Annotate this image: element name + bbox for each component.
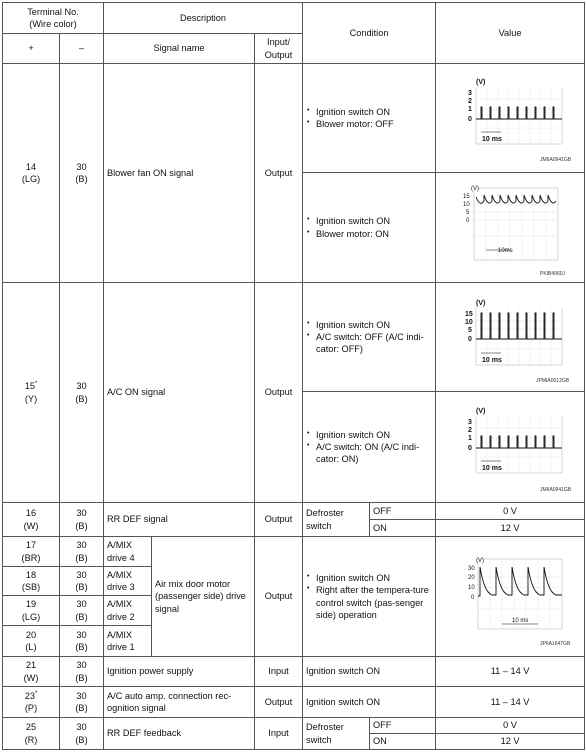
- io-16: Output: [255, 503, 303, 537]
- io-amix: Output: [255, 537, 303, 657]
- signal-23: A/C auto amp. connection rec-ognition signal: [104, 687, 255, 718]
- signal-25: RR DEF feedback: [104, 718, 255, 750]
- svg-text:(V): (V): [476, 300, 486, 307]
- io-25: Input: [255, 718, 303, 750]
- value-off-25: 0 V: [436, 718, 585, 734]
- value-header: Value: [436, 3, 585, 64]
- svg-text:3: 3: [468, 419, 472, 426]
- waveform-chart: [436, 537, 585, 656]
- condition-15b: • Ignition switch ON • A/C switch: ON (A/C indi-cator: ON): [303, 392, 436, 503]
- plus-header: +: [3, 34, 60, 64]
- svg-text:5: 5: [468, 327, 472, 334]
- svg-text:JPIIA1647GB: JPIIA1647GB: [540, 641, 571, 647]
- drive-17: A/MIX drive 4: [104, 537, 152, 567]
- svg-text:PKIB4960J: PKIB4960J: [540, 271, 566, 277]
- terminal-no-header: [3, 3, 104, 34]
- waveform-14b: [436, 173, 585, 283]
- ground-14: 30 (B): [60, 64, 104, 283]
- terminal-17: 17 (BR): [3, 537, 60, 567]
- svg-text:(V): (V): [476, 408, 486, 415]
- terminal-23: 23* (P): [3, 687, 60, 718]
- svg-text:10: 10: [468, 585, 475, 591]
- svg-text:0: 0: [471, 595, 475, 601]
- svg-text:(V): (V): [471, 186, 480, 192]
- condition-23: Ignition switch ON: [303, 687, 436, 718]
- condition-25: Defroster switch: [303, 718, 370, 750]
- signal-16: RR DEF signal: [104, 503, 255, 537]
- drive-20: A/MIX drive 1: [104, 625, 152, 656]
- svg-text:(V): (V): [476, 79, 486, 86]
- svg-text:0: 0: [468, 336, 472, 343]
- signal-14: Blower fan ON signal: [104, 64, 255, 283]
- ground-16: 30 (B): [60, 503, 104, 537]
- svg-text:10 ms: 10 ms: [482, 465, 502, 472]
- svg-text:10ms: 10ms: [498, 248, 513, 254]
- svg-text:JMIIA0941GB: JMIIA0941GB: [540, 487, 572, 493]
- svg-text:15: 15: [463, 194, 470, 200]
- waveform-15b: [436, 392, 585, 503]
- svg-text:2: 2: [468, 98, 472, 105]
- state-on-16: ON: [370, 520, 436, 537]
- terminal-21: 21 (W): [3, 657, 60, 687]
- svg-text:30: 30: [468, 566, 475, 572]
- terminal-no-label: Terminal No.: [27, 6, 79, 17]
- io-23: Output: [255, 687, 303, 718]
- ground-25: 30 (B): [60, 718, 104, 750]
- ground-19: 30 (B): [60, 596, 104, 625]
- waveform-chart: [436, 173, 585, 282]
- value-21: 11 – 14 V: [436, 657, 585, 687]
- svg-text:10 ms: 10 ms: [482, 136, 502, 143]
- waveform-chart: [436, 283, 585, 391]
- terminal-25: 25 (R): [3, 718, 60, 750]
- condition-14a: • Ignition switch ON • Blower motor: OFF: [303, 64, 436, 173]
- waveform-chart: [436, 392, 585, 502]
- condition-15a: • Ignition switch ON • A/C switch: OFF (A/C indi-cator: OFF): [303, 283, 436, 392]
- state-off-25: OFF: [370, 718, 436, 734]
- drive-18: A/MIX drive 3: [104, 567, 152, 596]
- signal-name-header: Signal name: [104, 34, 255, 64]
- svg-text:5: 5: [466, 210, 470, 216]
- svg-text:0: 0: [468, 116, 472, 123]
- input-output-header: Input/ Output: [255, 34, 303, 64]
- condition-14b: • Ignition switch ON • Blower motor: ON: [303, 173, 436, 283]
- svg-text:(V): (V): [476, 558, 485, 564]
- terminal-14: 14 (LG): [3, 64, 60, 283]
- ground-20: 30 (B): [60, 625, 104, 656]
- waveform-amix: [436, 537, 585, 657]
- state-on-25: ON: [370, 734, 436, 750]
- terminal-16: 16 (W): [3, 503, 60, 537]
- io-14: Output: [255, 64, 303, 283]
- svg-text:20: 20: [468, 575, 475, 581]
- condition-amix: • Ignition switch ON • Right after the tempera-ture control switch (pas-senger side) operation: [303, 537, 436, 657]
- value-on-16: 12 V: [436, 520, 585, 537]
- io-21: Input: [255, 657, 303, 687]
- ground-15: 30 (B): [60, 283, 104, 503]
- terminal-18: 18 (SB): [3, 567, 60, 596]
- terminal-15: 15* (Y): [3, 283, 60, 503]
- io-15: Output: [255, 283, 303, 503]
- signal-15: A/C ON signal: [104, 283, 255, 503]
- svg-text:2: 2: [468, 427, 472, 434]
- value-off-16: 0 V: [436, 503, 585, 520]
- svg-text:1: 1: [468, 106, 472, 113]
- svg-text:10 ms: 10 ms: [482, 357, 502, 364]
- svg-text:JMIIA0941GB: JMIIA0941GB: [540, 157, 572, 163]
- svg-text:10: 10: [463, 202, 470, 208]
- waveform-chart: [436, 64, 585, 172]
- wire-color-label: (Wire color): [29, 19, 77, 29]
- waveform-15a: [436, 283, 585, 392]
- svg-text:3: 3: [468, 90, 472, 97]
- condition-21: Ignition switch ON: [303, 657, 436, 687]
- svg-text:0: 0: [468, 445, 472, 452]
- svg-text:15: 15: [465, 311, 473, 318]
- condition-header: Condition: [303, 3, 436, 64]
- description-header: Description: [104, 3, 303, 34]
- value-23: 11 – 14 V: [436, 687, 585, 718]
- minus-header: –: [60, 34, 104, 64]
- svg-text:JPMIA0012GB: JPMIA0012GB: [536, 378, 570, 384]
- signal-amix: Air mix door motor (passenger side) drive signal: [152, 537, 255, 657]
- signal-21: Ignition power supply: [104, 657, 255, 687]
- ground-17: 30 (B): [60, 537, 104, 567]
- svg-text:0: 0: [466, 218, 470, 224]
- svg-text:1: 1: [468, 435, 472, 442]
- terminal-20: 20 (L): [3, 625, 60, 656]
- condition-16: Defroster switch: [303, 503, 370, 537]
- svg-text:10 ms: 10 ms: [512, 618, 529, 624]
- ground-23: 30 (B): [60, 687, 104, 718]
- state-off-16: OFF: [370, 503, 436, 520]
- svg-text:10: 10: [465, 319, 473, 326]
- ground-18: 30 (B): [60, 567, 104, 596]
- terminal-table: [2, 2, 585, 750]
- drive-19: A/MIX drive 2: [104, 596, 152, 625]
- ground-21: 30 (B): [60, 657, 104, 687]
- value-on-25: 12 V: [436, 734, 585, 750]
- waveform-14a: [436, 64, 585, 173]
- terminal-19: 19 (LG): [3, 596, 60, 625]
